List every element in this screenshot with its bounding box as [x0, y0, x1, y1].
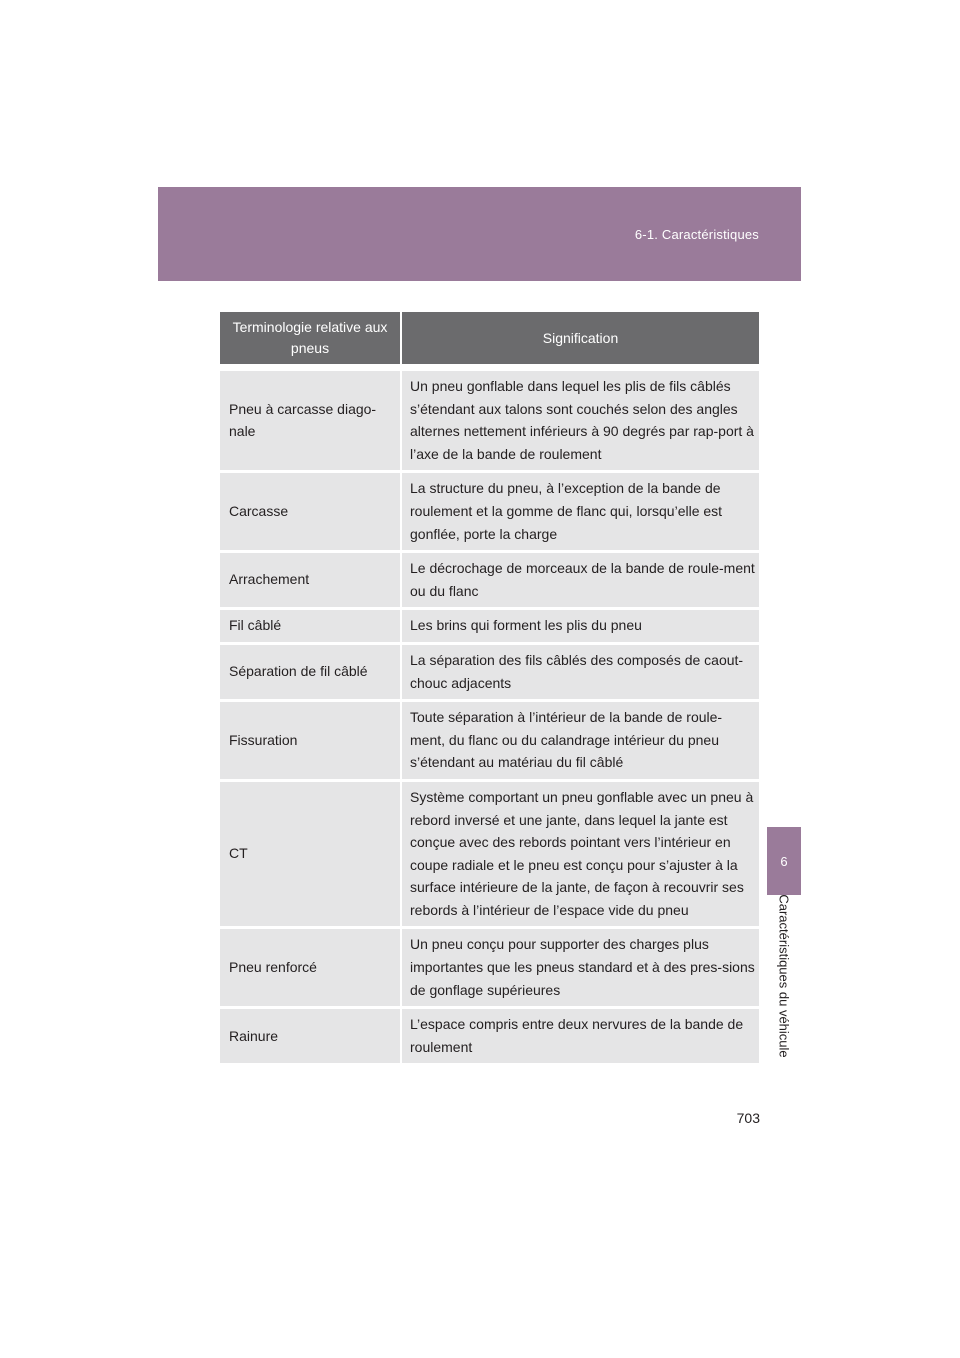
- meaning-cell: Les brins qui forment les plis du pneu: [401, 609, 759, 644]
- meaning-cell: Un pneu conçu pour supporter des charges plus importantes que les pneus standard et à des pres-sions de gonflage supérieures: [401, 928, 759, 1008]
- column-header-meaning: Signification: [401, 312, 759, 364]
- meaning-cell: La séparation des fils câblés des composés de caout-chouc adjacents: [401, 643, 759, 700]
- chapter-number-tab[interactable]: [767, 827, 801, 895]
- page-number: 703: [736, 1110, 760, 1126]
- term-cell: Rainure: [220, 1008, 401, 1064]
- meaning-cell: Le décrochage de morceaux de la bande de roule-ment ou du flanc: [401, 552, 759, 609]
- term-cell: Arrachement: [220, 552, 401, 609]
- term-cell: Pneu renforcé: [220, 928, 401, 1008]
- table-row: [220, 609, 759, 644]
- term-cell: Pneu à carcasse diago-nale: [220, 370, 401, 472]
- table-row: [220, 701, 759, 781]
- section-title: 6-1. Caractéristiques: [634, 227, 759, 242]
- term-cell: Fissuration: [220, 701, 401, 781]
- column-header-term: Terminologie relative aux pneus: [220, 312, 401, 364]
- table-row: [220, 643, 759, 700]
- chapter-header-band: [158, 187, 801, 281]
- tire-terminology-table: [220, 312, 759, 1063]
- term-cell: Séparation de fil câblé: [220, 643, 401, 700]
- chapter-title-vertical: Caractéristiques du véhicule: [776, 894, 792, 1058]
- term-cell: Carcasse: [220, 472, 401, 552]
- meaning-cell: Un pneu gonflable dans lequel les plis de fils câblés s’étendant aux talons sont couchés selon des angles alternes nettement inférieurs à 90 degrés par rap-port à l’axe de la bande de roulement: [401, 370, 759, 472]
- table-row: [220, 928, 759, 1008]
- table-row: [220, 370, 759, 472]
- term-cell: Fil câblé: [220, 609, 401, 644]
- meaning-cell: La structure du pneu, à l’exception de la bande de roulement et la gomme de flanc qui, lorsqu’elle est gonflée, porte la charge: [401, 472, 759, 552]
- table-row: [220, 472, 759, 552]
- term-cell: CT: [220, 780, 401, 928]
- table-header-row: [220, 312, 759, 364]
- table-row: [220, 552, 759, 609]
- chapter-number: 6: [780, 853, 788, 869]
- meaning-cell: Toute séparation à l’intérieur de la bande de roule-ment, du flanc ou du calandrage intérieur du pneu s’étendant au matériau du fil câblé: [401, 701, 759, 781]
- meaning-cell: L’espace compris entre deux nervures de la bande de roulement: [401, 1008, 759, 1064]
- meaning-cell: Système comportant un pneu gonflable avec un pneu à rebord inversé et une jante, dans lequel la jante est conçue avec des rebords pointant vers l’intérieur en coupe radiale et le pneu est conçu pour s’ajuster à la surface intérieure de la jante, de façon à recouvrir ses rebords à l’intérieur de l’espace vide du pneu: [401, 780, 759, 928]
- table-row: [220, 780, 759, 928]
- table-row: [220, 1008, 759, 1064]
